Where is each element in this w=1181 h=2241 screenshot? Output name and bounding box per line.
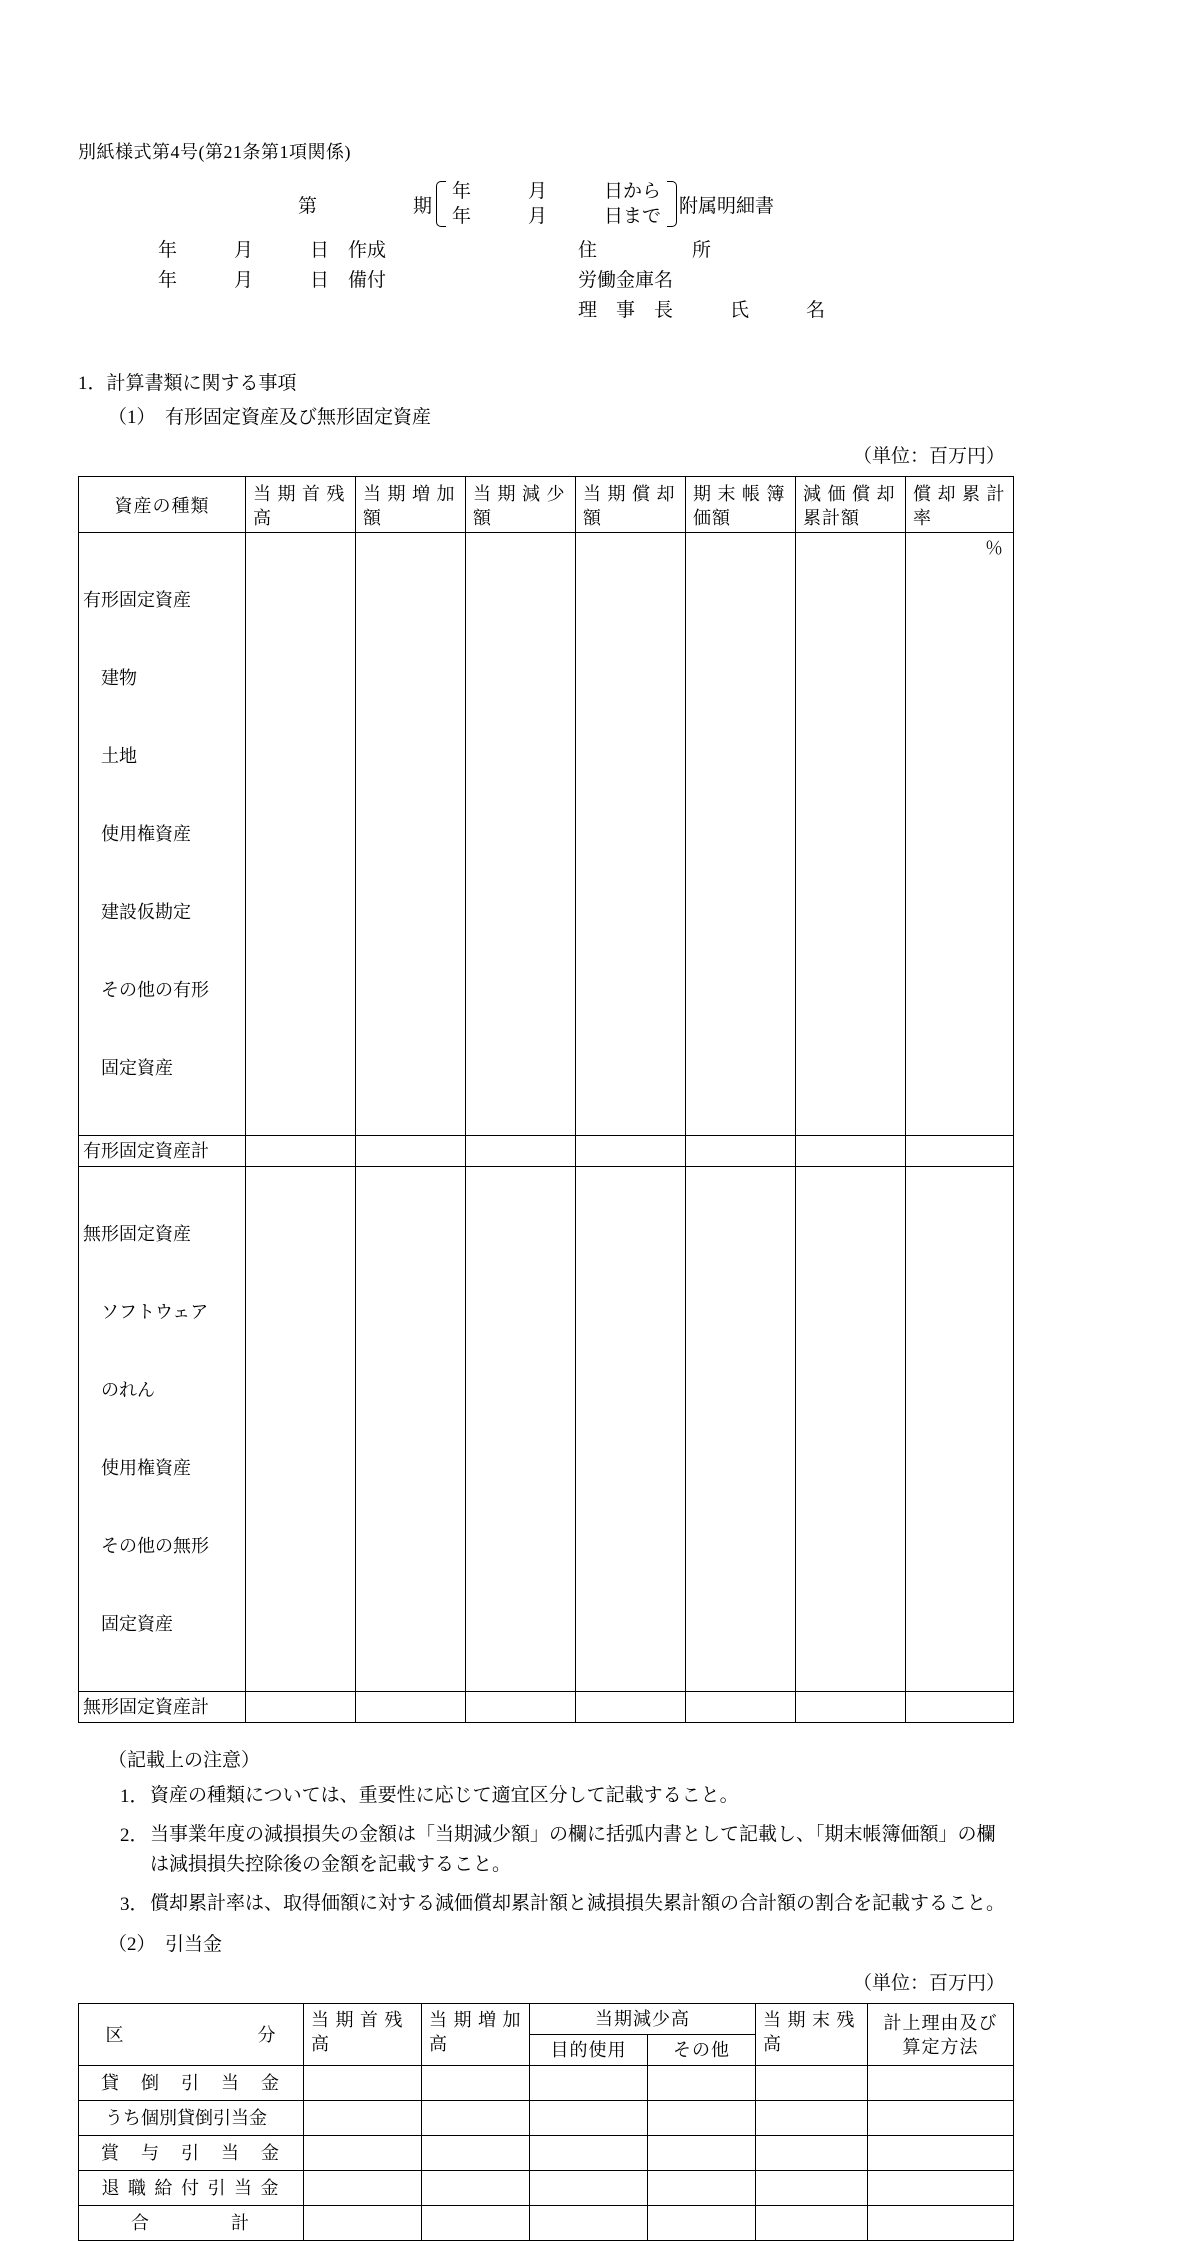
row-label-other-tangible-1: その他の有形 [83, 980, 209, 1000]
cell-total-decrease-purpose[interactable] [530, 2206, 648, 2241]
cell-tangible-depreciation[interactable] [576, 533, 686, 1136]
filed-date-line: 年 月 日 備付 [158, 270, 387, 291]
row-label-construction-in-progress: 建設仮勘定 [83, 902, 191, 922]
row-label-bad-debt-allowance: 貸 倒 引 当 金 [79, 2066, 304, 2101]
table-row [79, 2066, 1014, 2101]
row-label-right-of-use-intangible: 使用権資産 [83, 1458, 191, 1478]
col-kubun: 区 分 [79, 2004, 304, 2066]
col-accumulated-depreciation [796, 477, 906, 533]
row-label-bonus-allowance: 賞 与 引 当 金 [79, 2136, 304, 2171]
row-label-land: 土地 [83, 746, 137, 766]
cell-total-opening[interactable] [304, 2206, 422, 2241]
cell-tangible-total-increase[interactable] [356, 1136, 466, 1167]
period-lines [446, 179, 667, 229]
cell-individual-bad-debt-increase[interactable] [422, 2101, 530, 2136]
row-label-right-of-use: 使用権資産 [83, 824, 191, 844]
cell-tangible-book-value[interactable] [686, 533, 796, 1136]
col-decrease-l2: 額 [473, 508, 492, 528]
col-depreciation-l2: 額 [583, 508, 602, 528]
col-opening-balance-l1: 当 期 首 残 [253, 484, 346, 504]
col-increase-l1: 当 期 増 加 [363, 484, 456, 504]
cell-tangible-total-accum-depreciation[interactable] [796, 1136, 906, 1167]
cell-intangible-opening[interactable] [246, 1167, 356, 1692]
cell-intangible-total-increase[interactable] [356, 1692, 466, 1723]
table-row [79, 1136, 1014, 1167]
note-item [120, 1889, 1013, 1919]
col-book-value [686, 477, 796, 533]
bank-name-label: 労働金庫名 [578, 270, 674, 291]
col-depreciation-l1: 当 期 償 却 [583, 484, 676, 504]
cell-retirement-decrease-other[interactable] [648, 2171, 756, 2206]
col-increase-l1: 当 期 増 加 [429, 2010, 522, 2030]
cell-tangible-total-depreciation[interactable] [576, 1136, 686, 1167]
document-title-tail: 附属明細書 [679, 195, 775, 217]
cell-retirement-reason[interactable] [868, 2171, 1014, 2206]
cell-tangible-total-accum-rate[interactable] [906, 1136, 1014, 1167]
col-opening-balance-l2: 高 [253, 508, 272, 528]
unit-note-1: （単位：百万円） [852, 446, 1005, 467]
cell-intangible-increase[interactable] [356, 1167, 466, 1692]
row-group-tangible-labels [79, 533, 246, 1136]
cell-intangible-accum-depreciation[interactable] [796, 1167, 906, 1692]
col-opening-balance-l1: 当 期 首 残 [311, 2010, 404, 2030]
document-content [78, 138, 1013, 2241]
cell-total-reason[interactable] [868, 2206, 1014, 2241]
cell-tangible-accum-depreciation[interactable] [796, 533, 906, 1136]
period-to: 年 月 日まで [452, 206, 662, 227]
period-brace [436, 179, 677, 229]
cell-bonus-opening[interactable] [304, 2136, 422, 2171]
row-label-total: 合 計 [79, 2206, 304, 2241]
header-meta-right [578, 236, 825, 326]
row-label-other-tangible-2: 固定資産 [83, 1058, 173, 1078]
term-unit-label: 期 [413, 195, 433, 217]
cell-intangible-total-accum-rate[interactable] [906, 1692, 1014, 1723]
col-closing-balance-l1: 当 期 末 残 [763, 2010, 856, 2030]
col-closing-balance-l2: 高 [763, 2034, 782, 2054]
cell-intangible-accum-rate[interactable] [906, 1167, 1014, 1692]
section1-sub2-heading: （2） 引当金 [108, 1934, 223, 1955]
cell-bad-debt-decrease-other[interactable] [648, 2066, 756, 2101]
cell-tangible-decrease[interactable] [466, 533, 576, 1136]
president-name-label: 理 事 長 氏 名 [578, 300, 826, 321]
row-label-retirement-benefit-allowance: 退 職 給 付 引 当 金 [79, 2171, 304, 2206]
table-row [79, 2136, 1014, 2171]
col-accumulated-depreciation-l1: 減 価 償 却 [803, 484, 896, 504]
col-depreciation [576, 477, 686, 533]
cell-tangible-opening[interactable] [246, 533, 356, 1136]
row-label-other-intangible-2: 固定資産 [83, 1614, 173, 1634]
cell-tangible-total-book-value[interactable] [686, 1136, 796, 1167]
col-book-value-l1: 期 末 帳 簿 [693, 484, 786, 504]
header-meta-row [78, 236, 1013, 326]
col-increase [422, 2004, 530, 2066]
table-row [79, 2101, 1014, 2136]
notes-block [78, 1745, 1013, 1919]
cell-intangible-total-decrease[interactable] [466, 1692, 576, 1723]
cell-intangible-total-accum-depreciation[interactable] [796, 1692, 906, 1723]
col-decrease-l1: 当 期 減 少 [473, 484, 566, 504]
note-number: 2． [120, 1825, 149, 1846]
col-book-value-l2: 価額 [693, 508, 731, 528]
cell-individual-bad-debt-decrease-purpose[interactable] [530, 2101, 648, 2136]
cell-retirement-increase[interactable] [422, 2171, 530, 2206]
cell-intangible-total-book-value[interactable] [686, 1692, 796, 1723]
cell-bonus-decrease-purpose[interactable] [530, 2136, 648, 2171]
cell-individual-bad-debt-reason[interactable] [868, 2101, 1014, 2136]
col-decrease-group: 当期減少高 [530, 2004, 756, 2035]
cell-bad-debt-closing[interactable] [756, 2066, 868, 2101]
cell-individual-bad-debt-closing[interactable] [756, 2101, 868, 2136]
period-from: 年 月 日から [452, 181, 662, 202]
row-label-building: 建物 [83, 668, 137, 688]
row-label-individual-bad-debt-allowance: うち個別貸倒引当金 [79, 2101, 304, 2136]
created-date-line: 年 月 日 作成 [158, 240, 387, 261]
row-label-tangible-total: 有形固定資産計 [79, 1136, 246, 1167]
note-text: 償却累計率は、取得価額に対する減価償却累計額と減損損失累計額の合計額の割合を記載すること。 [150, 1893, 1006, 1914]
row-label-other-intangible-1: その他の無形 [83, 1536, 209, 1556]
cell-retirement-opening[interactable] [304, 2171, 422, 2206]
note-text: 資産の種類については、重要性に応じて適宜区分して記載すること。 [150, 1785, 739, 1806]
note-number: 3． [120, 1894, 149, 1915]
cell-tangible-accum-rate[interactable] [906, 533, 1014, 1136]
cell-tangible-total-opening[interactable] [246, 1136, 356, 1167]
percent-symbol: ％ [985, 538, 1003, 558]
cell-retirement-closing[interactable] [756, 2171, 868, 2206]
address-label: 住 所 [578, 240, 712, 261]
cell-total-closing[interactable] [756, 2206, 868, 2241]
table-row [79, 1167, 1014, 1692]
notes-title: （記載上の注意） [108, 1750, 261, 1771]
table-row [79, 2206, 1014, 2241]
table-row [79, 1692, 1014, 1723]
cell-bonus-reason[interactable] [868, 2136, 1014, 2171]
fixed-assets-table [78, 476, 1014, 1723]
row-label-intangible: 無形固定資産 [83, 1224, 191, 1244]
note-number: 1． [120, 1786, 149, 1807]
row-label-intangible-total: 無形固定資産計 [79, 1692, 246, 1723]
note-item [120, 1781, 1013, 1811]
allowances-table [78, 2003, 1014, 2241]
col-accumulated-depreciation-l2: 累計額 [803, 508, 860, 528]
row-group-intangible-labels [79, 1167, 246, 1692]
col-increase-l2: 高 [429, 2034, 448, 2054]
cell-tangible-total-decrease[interactable] [466, 1136, 576, 1167]
col-accumulated-rate-l1: 償 却 累 計 [913, 484, 1006, 504]
table-row [79, 533, 1014, 1136]
cell-total-increase[interactable] [422, 2206, 530, 2241]
note-text: 当事業年度の減損損失の金額は「当期減少額」の欄に括弧内書として記載し、「期末帳簿価額」の欄は減損損失控除後の金額を記載すること。 [150, 1824, 996, 1875]
col-opening-balance-l2: 高 [311, 2034, 330, 2054]
brace-right-icon [667, 181, 677, 227]
table-header-row-top [79, 2004, 1014, 2035]
table-row [79, 2171, 1014, 2206]
cell-retirement-decrease-purpose[interactable] [530, 2171, 648, 2206]
col-closing-balance [756, 2004, 868, 2066]
col-accumulated-rate-l2: 率 [913, 508, 932, 528]
cell-intangible-depreciation[interactable] [576, 1167, 686, 1692]
col-opening-balance [304, 2004, 422, 2066]
cell-individual-bad-debt-decrease-other[interactable] [648, 2101, 756, 2136]
row-label-tangible: 有形固定資産 [83, 590, 191, 610]
cell-individual-bad-debt-opening[interactable] [304, 2101, 422, 2136]
header-meta-left [158, 236, 578, 326]
col-decrease [466, 477, 576, 533]
cell-total-decrease-other[interactable] [648, 2206, 756, 2241]
cell-intangible-total-depreciation[interactable] [576, 1692, 686, 1723]
cell-intangible-decrease[interactable] [466, 1167, 576, 1692]
cell-bonus-closing[interactable] [756, 2136, 868, 2171]
cell-tangible-increase[interactable] [356, 533, 466, 1136]
cell-intangible-book-value[interactable] [686, 1167, 796, 1692]
col-reason-method [868, 2004, 1014, 2066]
section1-heading: 1．計算書類に関する事項 [78, 373, 297, 394]
col-accumulated-rate [906, 477, 1014, 533]
col-reason-method-l2: 算定方法 [902, 2036, 979, 2057]
table-header-row [79, 477, 1014, 533]
note-item [120, 1820, 1013, 1880]
cell-bad-debt-increase[interactable] [422, 2066, 530, 2101]
col-decrease-purpose: 目的使用 [530, 2035, 648, 2066]
form-number: 別紙様式第4号(第21条第1項関係) [78, 142, 351, 162]
cell-bad-debt-opening[interactable] [304, 2066, 422, 2101]
col-increase-l2: 額 [363, 508, 382, 528]
cell-bonus-increase[interactable] [422, 2136, 530, 2171]
section1-sub1-heading: （1） 有形固定資産及び無形固定資産 [108, 407, 432, 428]
brace-left-icon [436, 181, 446, 227]
cell-bonus-decrease-other[interactable] [648, 2136, 756, 2171]
col-increase [356, 477, 466, 533]
col-decrease-other: その他 [648, 2035, 756, 2066]
row-label-goodwill: のれん [83, 1380, 155, 1400]
cell-bad-debt-reason[interactable] [868, 2066, 1014, 2101]
row-label-software: ソフトウェア [83, 1302, 209, 1322]
col-opening-balance [246, 477, 356, 533]
cell-intangible-total-opening[interactable] [246, 1692, 356, 1723]
col-asset-type: 資産の種類 [79, 477, 246, 533]
term-number-label: 第 [298, 195, 318, 217]
document-title-row [298, 178, 1013, 230]
col-reason-method-l1: 計上理由及び [883, 2012, 998, 2033]
cell-bad-debt-decrease-purpose[interactable] [530, 2066, 648, 2101]
unit-note-2: （単位：百万円） [852, 1973, 1005, 1994]
